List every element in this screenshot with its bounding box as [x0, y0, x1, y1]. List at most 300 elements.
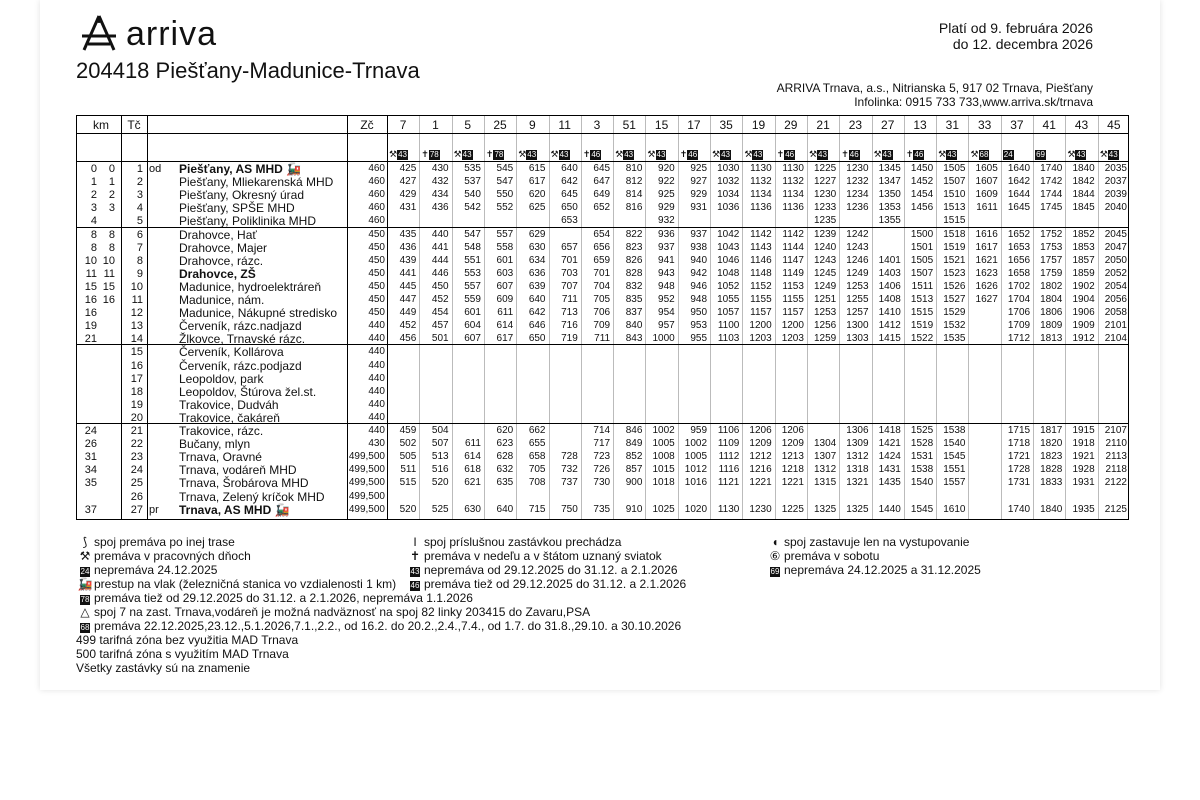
departure-time: 1012	[684, 464, 708, 476]
departure-time: 535	[464, 163, 481, 174]
trip-mark-badge: 78	[429, 150, 439, 159]
zone-value: 450	[368, 267, 385, 279]
departure-time: 750	[561, 503, 578, 515]
departure-time: 1804	[1040, 294, 1063, 305]
departure-time: 1928	[1072, 464, 1095, 476]
departure-time: 502	[399, 438, 417, 450]
departure-time: 1032	[717, 176, 740, 188]
departure-time: 1627	[975, 294, 998, 305]
departure-time: 1828	[1040, 464, 1063, 476]
departure-time: 553	[464, 267, 481, 279]
departure-time: 1435	[878, 477, 901, 489]
departure-time: 1130	[717, 503, 740, 515]
departure-time: 1325	[846, 503, 869, 515]
departure-time: 445	[399, 280, 417, 292]
departure-time: 2050	[1104, 254, 1127, 266]
departure-time: 705	[528, 464, 546, 476]
departure-time: 1540	[943, 438, 966, 450]
departure-time: 1242	[846, 228, 869, 240]
departure-time: 1157	[782, 307, 804, 319]
departure-time: 1802	[1040, 280, 1063, 292]
departure-time: 1408	[878, 294, 901, 305]
departure-time: 1315	[814, 477, 837, 489]
departure-time: 446	[431, 267, 449, 279]
km-value: 15	[84, 280, 97, 293]
departure-time: 713	[561, 307, 578, 319]
legend-symbol	[406, 563, 424, 577]
departure-time: 1718	[1007, 438, 1031, 450]
departure-time: 1232	[846, 176, 869, 188]
departure-time: 950	[690, 307, 708, 319]
departure-time: 1251	[814, 294, 837, 305]
departure-time: 711	[561, 294, 578, 305]
departure-time: 628	[496, 451, 514, 463]
trip-mark: ⚒43	[712, 149, 731, 159]
departure-time: 1823	[1040, 451, 1063, 463]
departure-time: 456	[399, 333, 417, 345]
departure-time: 1312	[846, 451, 869, 463]
departure-time: 2039	[1104, 189, 1127, 201]
departure-time: 929	[658, 202, 675, 214]
departure-time: 646	[528, 320, 546, 332]
departure-time: 1136	[750, 202, 772, 214]
departure-time: 927	[690, 176, 708, 188]
departure-time: 1431	[878, 464, 901, 476]
departure-time: 1621	[975, 254, 998, 266]
departure-time: 1519	[943, 241, 966, 253]
departure-time: 1130	[750, 163, 772, 174]
legend-text: premáva v sobotu	[784, 549, 880, 563]
km-value: 0	[90, 163, 97, 175]
zone-value: 440	[368, 398, 385, 410]
departure-time: 1235	[814, 215, 837, 227]
departure-time: 714	[593, 425, 611, 436]
departure-time: 655	[528, 438, 546, 450]
km-value: 16	[84, 307, 97, 320]
departure-time: 932	[658, 215, 675, 227]
legend-symbol: ⚒	[79, 549, 91, 563]
departure-time: 849	[625, 438, 643, 450]
stop-name: Červeník, Kollárova	[179, 345, 284, 360]
km-value: 31	[84, 451, 97, 464]
zone-value: 440	[368, 372, 385, 384]
departure-time: 1752	[1040, 228, 1063, 240]
stop-name: Bučany, mlyn	[179, 437, 251, 452]
km-value: 19	[84, 320, 97, 333]
departure-time: 1020	[684, 503, 708, 515]
tc-value: 10	[130, 280, 143, 293]
departure-time: 1523	[943, 267, 966, 279]
departure-time: 436	[431, 202, 449, 214]
departure-time: 1644	[1007, 189, 1031, 201]
departure-time: 1418	[878, 425, 901, 436]
legend-item	[76, 605, 590, 619]
departure-time: 2125	[1104, 503, 1127, 515]
departure-time: 452	[399, 320, 417, 332]
km-value-2: 2	[108, 189, 115, 202]
departure-time: 1212	[749, 451, 772, 463]
trip-mark: ⚒43	[453, 149, 472, 159]
zone-value: 499,500	[348, 477, 385, 489]
departure-time: 1253	[846, 280, 869, 292]
departure-time: 937	[690, 228, 708, 240]
departure-time: 1519	[910, 320, 934, 332]
trip-mark-badge: 43	[721, 150, 731, 159]
departure-time: 1415	[878, 333, 901, 345]
trip-mark: ⚒43	[808, 149, 827, 159]
departure-time: 1034	[717, 189, 740, 201]
departure-time: 1218	[781, 464, 804, 476]
departure-time: 1906	[1072, 307, 1095, 319]
trip-mark: ✝78	[421, 149, 439, 159]
departure-time: 2101	[1104, 320, 1127, 332]
zone-value: 440	[368, 346, 385, 358]
departure-time: 1642	[1007, 176, 1031, 188]
stop-name: Trakovice, rázc.	[179, 424, 264, 438]
departure-time: 1904	[1072, 294, 1095, 305]
zone-value: 460	[368, 176, 385, 188]
departure-time: 1757	[1040, 254, 1063, 266]
departure-time: 1840	[1040, 503, 1063, 515]
departure-time: 658	[528, 451, 546, 463]
departure-time: 1753	[1040, 241, 1063, 253]
departure-time: 1015	[652, 464, 675, 476]
tc-value: 3	[136, 189, 143, 202]
departure-time: 431	[399, 202, 417, 214]
departure-time: 634	[528, 254, 546, 266]
legend-item-right	[766, 549, 879, 563]
departure-time: 1155	[782, 294, 804, 305]
departure-time: 1025	[652, 503, 675, 515]
trip-mark: ⚒43	[550, 149, 569, 159]
departure-time: 545	[496, 163, 514, 174]
departure-time: 925	[658, 189, 675, 201]
departure-time: 2045	[1104, 228, 1127, 240]
legend-badge: 43	[410, 567, 420, 576]
departure-time: 449	[399, 307, 417, 319]
km-header: km	[93, 118, 109, 132]
legend-symbol: ⟆	[82, 535, 88, 549]
stop-name: Piešťany, SPŠE MHD	[179, 201, 295, 216]
departure-time: 447	[399, 294, 417, 305]
trip-mark-badge: 43	[753, 150, 763, 159]
departure-time: 957	[658, 320, 675, 332]
departure-time: 629	[528, 228, 546, 240]
departure-time: 925	[690, 163, 708, 174]
departure-time: 948	[658, 280, 675, 292]
zone-value: 440	[368, 385, 385, 397]
tc-value: 16	[130, 359, 143, 372]
arriva-logo	[78, 14, 217, 54]
trip-mark: ✝46	[905, 149, 924, 159]
departure-time: 953	[690, 320, 708, 332]
departure-time: 604	[464, 320, 481, 332]
zone-value: 460	[368, 163, 385, 174]
departure-time: 1121	[717, 477, 740, 489]
departure-time: 709	[593, 320, 611, 332]
departure-time: 2054	[1104, 280, 1127, 292]
departure-time: 1507	[943, 176, 966, 188]
departure-time: 711	[594, 333, 611, 345]
departure-time: 1820	[1040, 438, 1063, 450]
departure-time: 1112	[718, 451, 740, 463]
tc-value: 19	[130, 398, 143, 411]
departure-time: 701	[593, 267, 611, 279]
departure-time: 1146	[750, 254, 772, 266]
tc-value: 9	[136, 267, 143, 280]
legend-item-mid	[406, 563, 678, 577]
departure-time: 937	[658, 241, 675, 253]
departure-time: 823	[625, 241, 643, 253]
departure-time: 1225	[781, 503, 804, 515]
departure-time: 1249	[846, 267, 869, 279]
stop-name: Madunice, hydroelektráreň	[179, 279, 322, 294]
departure-time: 1853	[1072, 241, 1095, 253]
tc-value: 17	[130, 372, 143, 385]
departure-time: 936	[658, 228, 675, 240]
departure-time: 516	[431, 464, 449, 476]
departure-time: 1345	[878, 163, 901, 174]
departure-time: 436	[399, 241, 417, 253]
departure-time: 1709	[1007, 320, 1031, 332]
trip-mark	[1035, 149, 1046, 160]
departure-time: 429	[399, 189, 417, 201]
stop-name: Trnava, vodáreň MHD	[179, 463, 297, 478]
arriva-logo-icon	[78, 14, 120, 54]
zone-value: 450	[368, 280, 385, 292]
departure-time: 607	[464, 333, 481, 345]
departure-time: 719	[561, 333, 578, 345]
legend-badge: 68	[80, 623, 90, 632]
zone-value: 460	[368, 189, 385, 201]
stop-name: Trnava, Šrobárova MHD	[179, 476, 309, 491]
departure-time: 1134	[750, 189, 772, 201]
trip-mark-badge: 68	[979, 150, 989, 159]
trip-number: 5	[464, 118, 472, 132]
departure-time: 1216	[749, 464, 772, 476]
km-value: 24	[84, 425, 97, 437]
departure-time: 457	[431, 320, 449, 332]
departure-time: 1658	[1007, 267, 1031, 279]
departure-time: 452	[431, 294, 449, 305]
departure-time: 1912	[1072, 333, 1095, 345]
trip-mark: ✝46	[776, 149, 795, 159]
departure-time: 601	[464, 307, 481, 319]
trip-mark-badge: 43	[818, 150, 827, 159]
departure-time: 1515	[943, 215, 966, 227]
trip-mark-badge: 43	[462, 150, 472, 159]
departure-time: 1610	[943, 503, 966, 515]
legend-symbol	[406, 577, 424, 591]
departure-time: 1303	[846, 333, 869, 345]
departure-time: 1245	[814, 267, 837, 279]
departure-time: 1833	[1040, 477, 1063, 489]
legend-symbol	[76, 619, 94, 633]
departure-time: 837	[625, 307, 643, 319]
departure-time: 650	[561, 202, 578, 214]
departure-time: 1806	[1040, 307, 1063, 319]
departure-time: 959	[690, 425, 708, 436]
departure-time: 657	[561, 241, 578, 253]
trip-mark: ✝46	[582, 149, 601, 159]
departure-time: 558	[496, 241, 514, 253]
departure-time: 559	[464, 294, 481, 305]
departure-time: 1030	[717, 163, 740, 174]
departure-time: 1525	[910, 425, 934, 436]
departure-time: 846	[625, 425, 643, 436]
departure-time: 1617	[975, 241, 998, 253]
departure-time: 632	[496, 464, 514, 476]
departure-time: 852	[625, 451, 643, 463]
zone-value: 440	[368, 333, 385, 345]
stop-name: Trakovice, Dudváh	[179, 397, 279, 412]
departure-time: 2047	[1104, 241, 1127, 253]
departure-time: 814	[625, 189, 643, 201]
km-value-2: 8	[108, 241, 115, 254]
departure-time: 840	[625, 320, 643, 332]
departure-time: 1645	[1007, 202, 1031, 214]
departure-time: 732	[561, 464, 578, 476]
tc-value: 26	[130, 490, 143, 503]
departure-time: 1859	[1072, 267, 1095, 279]
departure-time: 639	[528, 280, 546, 292]
trip-number: 7	[399, 118, 407, 132]
departure-time: 1230	[846, 163, 869, 174]
trip-number: 29	[784, 118, 798, 132]
trip-number: 21	[816, 118, 830, 132]
km-value: 34	[84, 464, 97, 477]
departure-time: 1005	[684, 451, 708, 463]
trip-mark-badge: 46	[591, 150, 601, 159]
trip-mark-badge: 43	[882, 150, 892, 159]
stop-name: Žlkovce, Trnavské rázc.	[179, 332, 306, 347]
km-value: 4	[90, 215, 97, 228]
departure-time: 542	[464, 202, 481, 214]
departure-time: 1452	[910, 176, 934, 188]
departure-time: 2118	[1105, 464, 1127, 476]
departure-time: 1740	[1040, 163, 1063, 174]
departure-time: 1840	[1072, 163, 1095, 174]
departure-time: 537	[464, 176, 481, 188]
trip-number: 3	[593, 118, 601, 132]
departure-time: 636	[528, 267, 546, 279]
tc-value: 2	[136, 176, 143, 189]
departure-time: 550	[496, 189, 514, 201]
departure-time: 1256	[814, 320, 837, 332]
stop-name: Piešťany, Okresný úrad	[179, 188, 304, 203]
trip-mark-badge: 43	[1076, 150, 1086, 159]
departure-time: 1246	[846, 254, 869, 266]
validity	[939, 20, 1093, 52]
departure-time: 434	[431, 189, 449, 201]
departure-time: 1157	[750, 307, 772, 319]
departure-time: 552	[496, 202, 514, 214]
departure-time: 501	[431, 333, 449, 345]
zone-value: 499,500	[348, 464, 385, 476]
tc-value: 6	[136, 228, 143, 241]
stop-name: Červeník, rázc.nadjazd	[179, 319, 302, 334]
trip-number: 9	[529, 118, 536, 132]
departure-time: 1931	[1072, 477, 1095, 489]
trip-number: 37	[1010, 118, 1024, 132]
trip-mark: ⚒43	[518, 149, 537, 159]
departure-time: 1142	[750, 228, 772, 240]
trip-mark: ⚒43	[1067, 149, 1086, 159]
legend-text: 499 tarifná zóna bez využitia MAD Trnava	[76, 633, 299, 647]
km-value-2: 15	[102, 280, 115, 293]
km-value-2: 0	[108, 163, 115, 175]
tc-value: 1	[136, 163, 143, 175]
km-value: 16	[84, 294, 97, 306]
trip-mark: ⚒43	[873, 149, 892, 159]
stop-name: Piešťany, AS MHD 🚂	[179, 162, 302, 176]
departure-time: 920	[658, 163, 675, 174]
legend-text: premáva 22.12.2025,23.12.,5.1.2026,7.1.,2.2., od 16.2. do 20.2.,2.4.,7.4., od 1.7. do 31.8.,29.10. a 30.10.2026	[94, 619, 682, 633]
departure-time: 726	[593, 464, 611, 476]
departure-time: 647	[593, 176, 611, 188]
departure-time: 1513	[943, 202, 966, 214]
departure-time: 1450	[910, 163, 934, 174]
departure-time: 1653	[1007, 241, 1031, 253]
departure-time: 662	[528, 425, 546, 436]
departure-time: 938	[690, 241, 708, 253]
operator-address: ARRIVA Trnava, a.s., Nitrianska 5, 917 02 Trnava, Piešťany	[776, 81, 1093, 95]
km-value-2: 11	[103, 267, 115, 280]
departure-time: 2058	[1104, 307, 1127, 319]
departure-time: 1243	[814, 254, 837, 266]
departure-time: 1809	[1040, 320, 1063, 332]
departure-time: 1200	[749, 320, 772, 332]
departure-time: 1016	[684, 477, 708, 489]
departure-time: 1605	[975, 163, 998, 174]
departure-time: 1200	[781, 320, 804, 332]
zone-value: 450	[368, 307, 385, 319]
trip-mark: ✝78	[485, 149, 504, 159]
zone-value: 450	[368, 294, 385, 305]
departure-time: 1243	[846, 241, 869, 253]
departure-time: 1221	[781, 477, 804, 489]
tc-value: 14	[130, 333, 143, 346]
departure-time: 620	[496, 425, 514, 436]
legend-symbol: I	[413, 535, 417, 549]
departure-time: 459	[399, 425, 417, 436]
departure-time: 1206	[749, 425, 772, 436]
departure-time: 1130	[782, 163, 804, 174]
departure-time: 547	[464, 228, 481, 240]
trip-number: 13	[913, 118, 927, 132]
zone-value: 450	[368, 228, 385, 240]
departure-time: 454	[431, 307, 449, 319]
departure-time: 614	[464, 451, 481, 463]
departure-time: 1513	[910, 294, 934, 305]
departure-time: 1521	[943, 254, 966, 266]
departure-time: 1240	[814, 241, 837, 253]
trip-mark-badge: 46	[914, 150, 924, 159]
departure-time: 1656	[1007, 254, 1031, 266]
departure-time: 656	[593, 241, 611, 253]
departure-time: 1857	[1072, 254, 1095, 266]
departure-time: 1304	[814, 438, 837, 450]
departure-time: 1259	[814, 333, 837, 345]
trip-number: 51	[622, 118, 636, 132]
departure-time: 601	[496, 254, 514, 266]
departure-time: 1527	[943, 294, 966, 305]
legend-text: nepremáva 24.12.2025 a 31.12.2025	[784, 563, 981, 577]
departure-time: 1702	[1007, 280, 1031, 292]
stop-name: Leopoldov, Štúrova žel.st.	[179, 384, 317, 399]
od-pr-marker: od	[149, 163, 162, 175]
departure-time: 520	[431, 477, 449, 489]
